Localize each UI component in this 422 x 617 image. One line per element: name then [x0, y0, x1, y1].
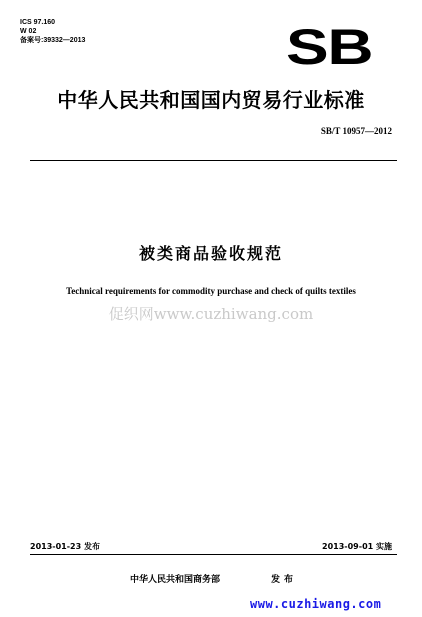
watermark-text: 促织网www.cuzhiwang.com [108, 305, 314, 323]
sb-logo: SB [286, 19, 373, 75]
footer-divider [30, 554, 397, 555]
issue-action: 发布 [271, 575, 298, 585]
document-title: 被类商品验收规范 [138, 244, 283, 263]
issuing-authority: 中华人民共和国商务部 [130, 575, 221, 585]
corner-watermark-link[interactable]: www.cuzhiwang.com [250, 597, 382, 611]
header-divider [30, 160, 397, 161]
document-title-english: Technical requirements for commodity purchase and check of quilts textiles [66, 286, 356, 296]
ics-code: ICS 97.160 [20, 19, 56, 26]
standard-number: SB/T 10957—2012 [320, 126, 392, 136]
implementation-date: 2013-09-01 实施 [322, 542, 392, 551]
filing-number: 备案号:39332—2013 [20, 37, 86, 44]
organization-title: 中华人民共和国国内贸易行业标准 [57, 88, 365, 112]
issue-date: 2013-01-23 发布 [30, 542, 100, 551]
category-code: W 02 [20, 28, 37, 35]
